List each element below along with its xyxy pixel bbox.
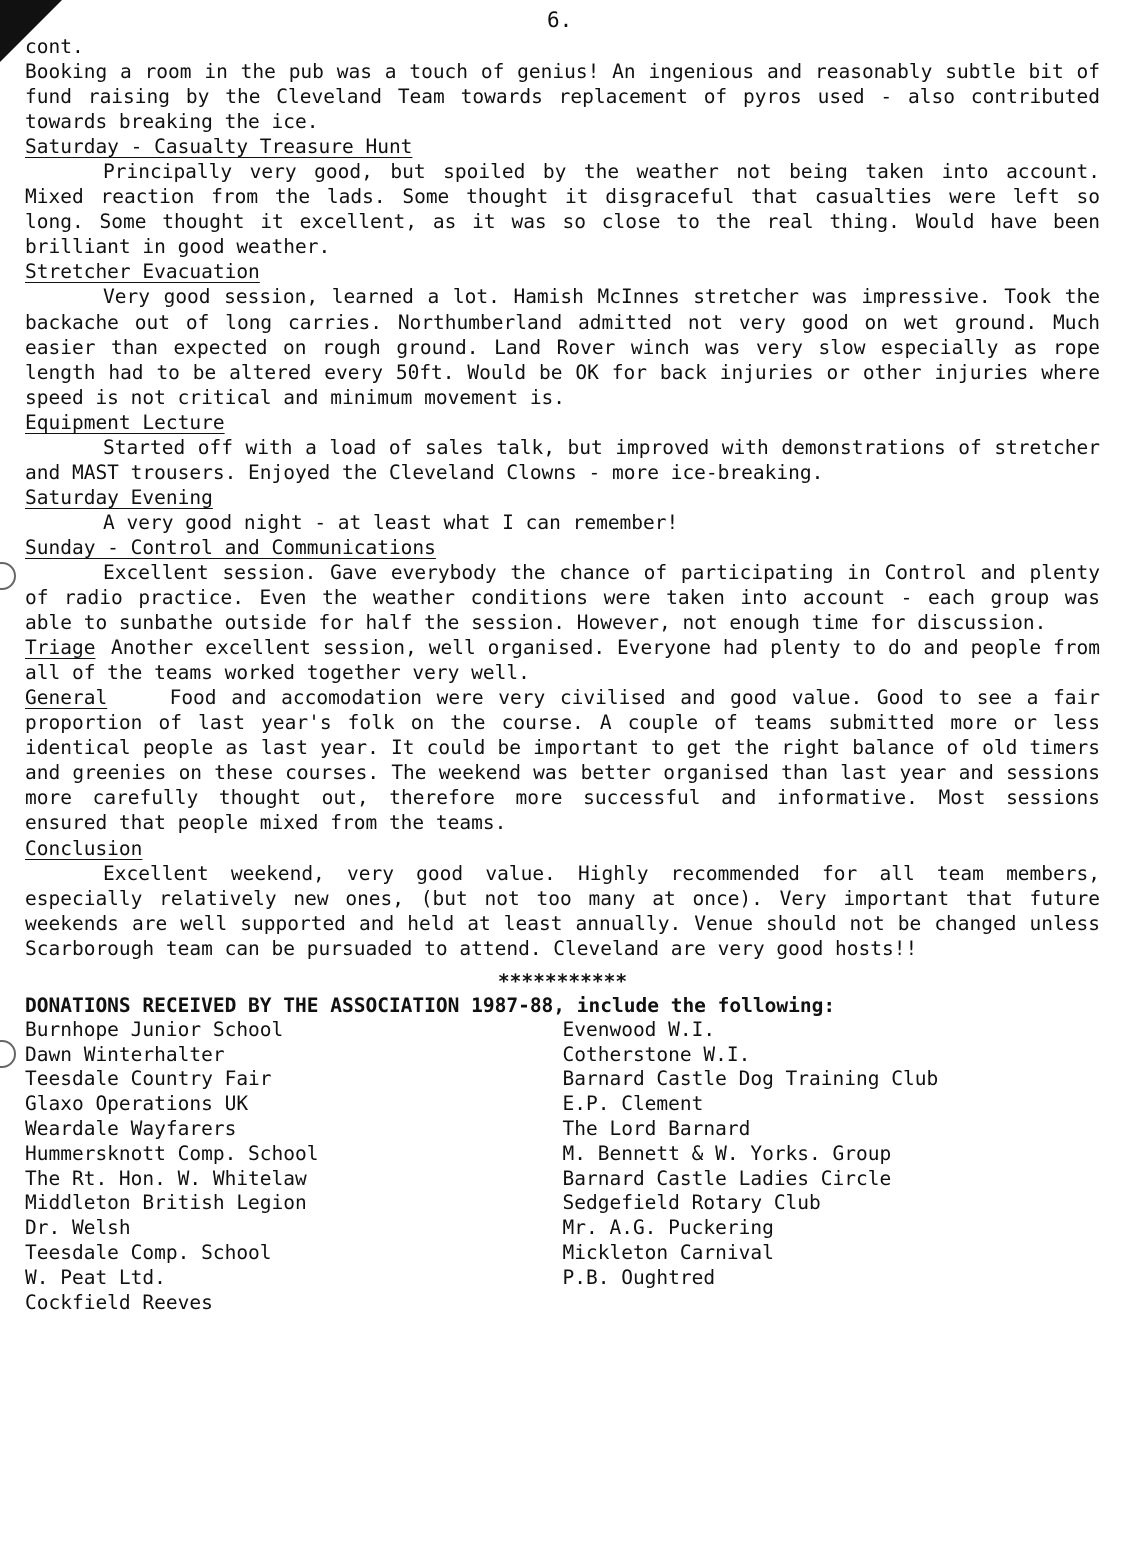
- section-text-equipment: Started off with a load of sales talk, but improved with demonstrations of stretcher and MAST trousers. Enjoyed the Cleveland Clowns - more ice-breaking.: [25, 435, 1100, 484]
- donor-item: Glaxo Operations UK: [25, 1092, 249, 1116]
- section-text-general: Food and accomodation were very civilised and good value. Good to see a fair proportion of last year's folk on the course. A couple of teams submitted more or less identical people as last year. It could be important to get the right balance of old timers and greenies on these courses. The weekend was better organised than last year and sessions more carefully thought out, therefore more successful and informative. Most sessions ensured that people mixed from the teams.: [25, 686, 1100, 835]
- donor-item: Middleton British Legion: [25, 1191, 307, 1215]
- donations-left-column: [25, 1018, 563, 1316]
- donations-list: [25, 1018, 1100, 1316]
- donor-item: Dawn Winterhalter: [25, 1042, 225, 1066]
- separator-stars: ***********: [497, 969, 628, 993]
- section-text-casualty: Principally very good, but spoiled by the weather not being taken into account. Mixed reaction from the lads. Some thought it disgraceful that casualties were left so long. Some thought it excellent, as it was so close to the real thing. Would have been brilliant in good weather.: [25, 160, 1100, 259]
- donor-item: E.P. Clement: [562, 1092, 704, 1116]
- donor-item: Teesdale Comp. School: [25, 1240, 272, 1264]
- section-text-control: Excellent session. Gave everybody the chance of participating in Control and plenty of radio practice. Even the weather conditions were taken into account - each group was able to sunbathe outside for half the session. However, not enough time for discussion.: [25, 560, 1100, 635]
- section-heading-evening: Saturday Evening: [25, 485, 213, 509]
- section-heading-control: Sunday - Control and Communications: [25, 535, 436, 559]
- punch-hole-mark: [0, 1040, 16, 1068]
- section-general: [25, 685, 1100, 835]
- donations-title: DONATIONS RECEIVED BY THE ASSOCIATION 1987-88, include the following:: [25, 993, 836, 1017]
- section-text-conclusion: Excellent weekend, very good value. Highly recommended for all team members, especially relatively new ones, (but not too many at once). Very important that future weekends are well supported and held at least annually. Venue should not be changed unless Scarborough team can be pursuaded to attend. Cleveland are very good hosts!!: [25, 861, 1100, 960]
- section-heading-stretcher: Stretcher Evacuation: [25, 260, 260, 284]
- donor-item: P.B. Oughtred: [562, 1265, 716, 1289]
- punch-hole-mark: [0, 562, 16, 590]
- section-text-evening: A very good night - at least what I can remember!: [103, 510, 679, 534]
- section-triage: [25, 635, 1100, 685]
- donor-item: Weardale Wayfarers: [25, 1116, 237, 1140]
- donor-item: Cockfield Reeves: [25, 1290, 213, 1314]
- donor-item: Evenwood W.I.: [562, 1017, 716, 1041]
- cont-label: cont.: [25, 35, 84, 58]
- donor-item: M. Bennett & W. Yorks. Group: [562, 1141, 892, 1165]
- section-heading-conclusion: Conclusion: [25, 836, 143, 860]
- donor-item: Burnhope Junior School: [25, 1017, 284, 1041]
- donor-item: Teesdale Country Fair: [25, 1067, 272, 1091]
- section-heading-casualty: Saturday - Casualty Treasure Hunt: [25, 135, 413, 159]
- donor-item: The Lord Barnard: [562, 1116, 751, 1140]
- section-heading-general: General: [25, 686, 108, 710]
- donor-item: Barnard Castle Dog Training Club: [562, 1067, 939, 1091]
- section-text-stretcher: Very good session, learned a lot. Hamish McInnes stretcher was impressive. Took the backache out of long carries. Northumberland admitted not very good on wet ground. Much easier than expected on rough ground. Land Rover winch was very slow especially as rope length had to be altered every 50ft. Would be OK for back injuries or other injuries where speed is not critical and minimum movement is.: [25, 285, 1100, 409]
- donations-right-column: [563, 1018, 1101, 1316]
- page-content: [25, 34, 1100, 1315]
- donor-item: Cotherstone W.I.: [562, 1042, 751, 1066]
- donor-item: Dr. Welsh: [25, 1216, 131, 1240]
- section-heading-triage: Triage: [25, 636, 96, 660]
- section-heading-equipment: Equipment Lecture: [25, 410, 225, 434]
- donor-item: Barnard Castle Ladies Circle: [562, 1166, 892, 1190]
- donor-item: Mickleton Carnival: [562, 1240, 774, 1264]
- section-text-triage: Another excellent session, well organised. Everyone had plenty to do and people from all of the teams worked together very well.: [25, 636, 1100, 685]
- donor-item: Sedgefield Rotary Club: [562, 1191, 821, 1215]
- page-number: 6.: [547, 8, 573, 32]
- donor-item: Mr. A.G. Puckering: [562, 1216, 774, 1240]
- donor-item: Hummersknott Comp. School: [25, 1141, 319, 1165]
- donor-item: W. Peat Ltd.: [25, 1265, 166, 1289]
- donor-item: The Rt. Hon. W. Whitelaw: [25, 1166, 307, 1190]
- intro-paragraph: Booking a room in the pub was a touch of genius! An ingenious and reasonably subtle bit of fund raising by the Cleveland Team towards replacement of pyros used - also contributed towards breaking the ice.: [25, 60, 1100, 134]
